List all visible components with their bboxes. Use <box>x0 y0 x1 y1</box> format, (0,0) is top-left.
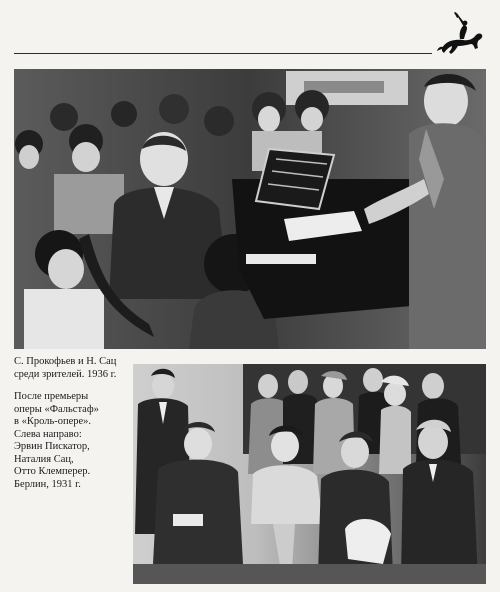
caption-line: После премьеры <box>14 391 89 402</box>
photo-caption-falstaff-premiere <box>14 391 132 491</box>
rider-on-horse-emblem-icon <box>436 8 488 60</box>
caption-line: Отто Клемперер. <box>14 466 91 477</box>
caption-line: Эрвин Пискатор, <box>14 441 90 452</box>
caption-line: С. Прокофьев и Н. Сац <box>14 356 117 367</box>
caption-line: Наталия Сац, <box>14 453 74 465</box>
caption-line: Берлин, 1931 г. <box>14 478 81 490</box>
photo-prokofiev-and-sats-with-children-at-piano <box>14 69 486 349</box>
caption-line: среди зрителей. 1936 г. <box>14 368 117 380</box>
caption-line: Слева направо: <box>14 428 82 440</box>
header-rule <box>14 53 432 54</box>
caption-line: в «Кроль-опере». <box>14 416 92 427</box>
photo-group-after-falstaff-premiere <box>133 364 486 584</box>
photo-caption-prokofiev-sats <box>14 356 132 381</box>
caption-line: оперы «Фальстаф» <box>14 403 99 415</box>
